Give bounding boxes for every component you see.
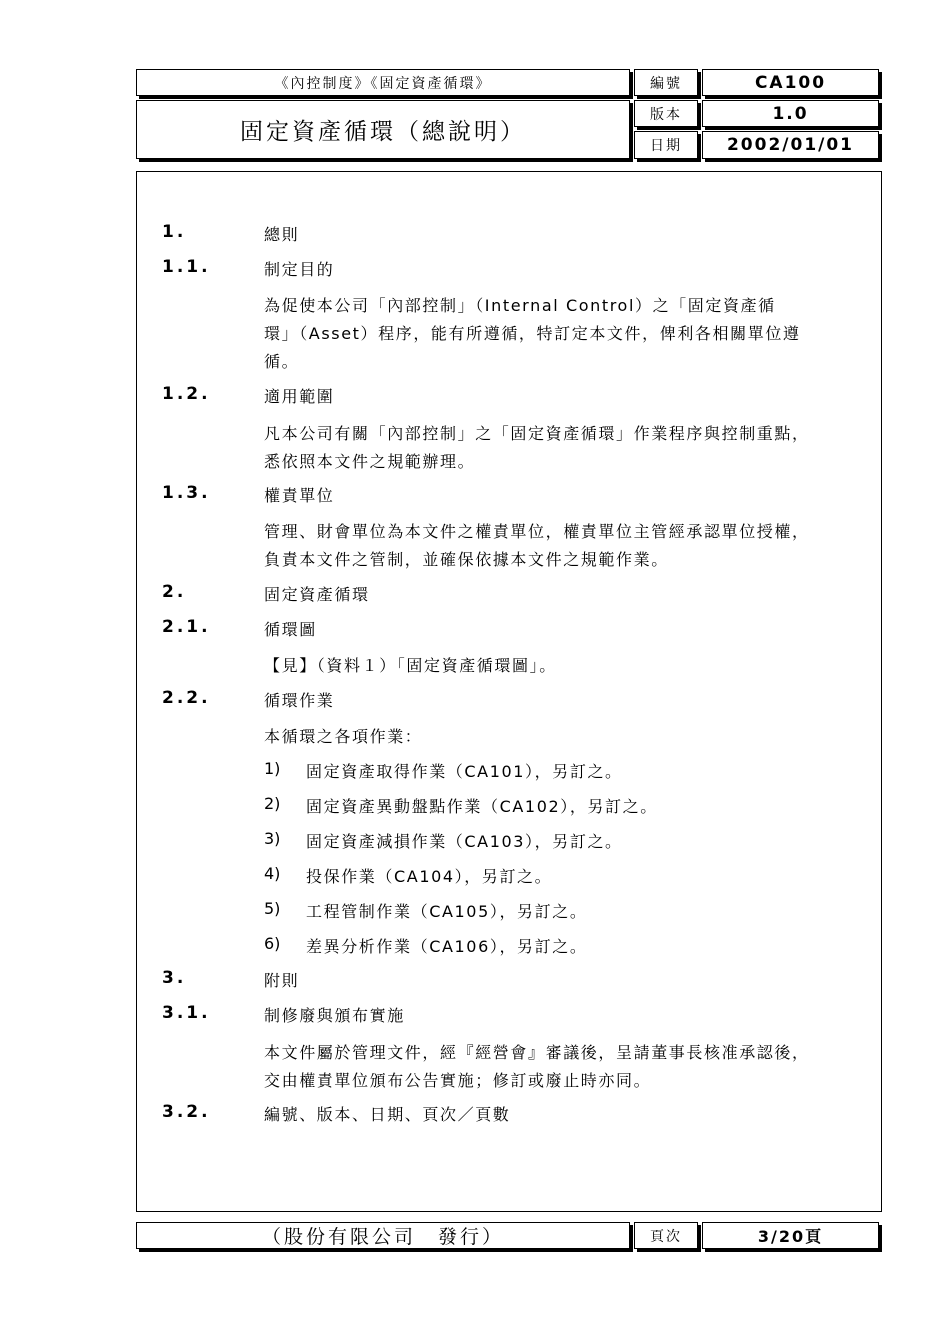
document-title (136, 100, 630, 159)
section-number: 2. (162, 582, 187, 602)
date-label-text: 日期 (650, 138, 682, 154)
list-item: 固定資產減損作業（CA103），另訂之。 (306, 832, 623, 851)
paragraph-line: 本循環之各項作業： (264, 727, 423, 746)
section-number: 2.2. (162, 688, 211, 708)
page-number (702, 1222, 879, 1249)
document-series-text: 《內控制度》《固定資產循環》 (274, 75, 492, 92)
list-item: 工程管制作業（CA105），另訂之。 (306, 902, 588, 921)
version-label-text: 版本 (650, 106, 682, 123)
date-value (702, 131, 879, 159)
section-number: 1.1. (162, 257, 211, 277)
section-title: 循環圖 (264, 620, 317, 639)
section-title: 編號、版本、日期、頁次／頁數 (264, 1105, 511, 1124)
list-item-number: 2) (264, 794, 281, 813)
list-item-number: 6) (264, 934, 281, 953)
issuer-box (136, 1222, 630, 1249)
code-value (702, 69, 879, 96)
section-number: 1.3. (162, 483, 211, 503)
paragraph-line: 管理、財會單位為本文件之權責單位，權責單位主管經承認單位授權， (264, 522, 810, 541)
section-title: 適用範圍 (264, 387, 335, 406)
paragraph-line: 為促使本公司「內部控制」（Internal Control）之「固定資產循 (264, 296, 776, 315)
list-item: 差異分析作業（CA106），另訂之。 (306, 937, 588, 956)
list-item: 投保作業（CA104），另訂之。 (306, 867, 553, 886)
list-item-number: 5) (264, 899, 281, 918)
code-value-text: CA100 (754, 72, 827, 93)
page-number-text: 3/20頁 (757, 1227, 824, 1246)
version-value-text: 1.0 (772, 103, 809, 124)
code-label (634, 69, 698, 96)
version-value (702, 100, 879, 127)
version-label (634, 100, 698, 127)
paragraph-line: 交由權責單位頒布公告實施；修訂或廢止時亦同。 (264, 1071, 652, 1090)
list-item-number: 3) (264, 829, 281, 848)
section-number: 2.1. (162, 617, 211, 637)
list-item-number: 1) (264, 759, 281, 778)
paragraph-line: 循。 (264, 352, 300, 371)
issuer-text: （股份有限公司 發行） (261, 1226, 504, 1248)
document-series (136, 69, 630, 96)
section-title: 權責單位 (264, 486, 335, 505)
section-title: 制修廢與頒布實施 (264, 1006, 405, 1025)
section-number: 3. (162, 968, 187, 988)
paragraph-line: 【見】（資料１）「固定資產循環圖」。 (264, 656, 557, 675)
section-title: 制定目的 (264, 260, 335, 279)
code-label-text: 編號 (650, 75, 682, 92)
section-title: 循環作業 (264, 691, 335, 710)
paragraph-line: 環」（Asset）程序，能有所遵循，特訂定本文件，俾利各相關單位遵 (264, 324, 801, 343)
date-label (634, 131, 698, 159)
page-label (634, 1222, 698, 1249)
document-title-text: 固定資產循環（總說明） (240, 119, 526, 145)
paragraph-line: 本文件屬於管理文件，經『經營會』審議後，呈請董事長核准承認後， (264, 1043, 810, 1062)
date-value-text: 2002/01/01 (726, 135, 855, 155)
page-label-text: 頁次 (650, 1228, 682, 1245)
section-number: 3.2. (162, 1102, 211, 1122)
section-number: 1. (162, 222, 187, 242)
section-title: 總則 (264, 225, 300, 244)
list-item: 固定資產異動盤點作業（CA102），另訂之。 (306, 797, 658, 816)
section-title: 附則 (264, 971, 300, 990)
section-title: 固定資產循環 (264, 585, 370, 604)
list-item-number: 4) (264, 864, 281, 883)
paragraph-line: 悉依照本文件之規範辦理。 (264, 452, 476, 471)
section-number: 1.2. (162, 384, 211, 404)
list-item: 固定資產取得作業（CA101），另訂之。 (306, 762, 623, 781)
paragraph-line: 凡本公司有關「內部控制」之「固定資產循環」作業程序與控制重點， (264, 424, 810, 443)
section-number: 3.1. (162, 1003, 211, 1023)
paragraph-line: 負責本文件之管制，並確保依據本文件之規範作業。 (264, 550, 669, 569)
